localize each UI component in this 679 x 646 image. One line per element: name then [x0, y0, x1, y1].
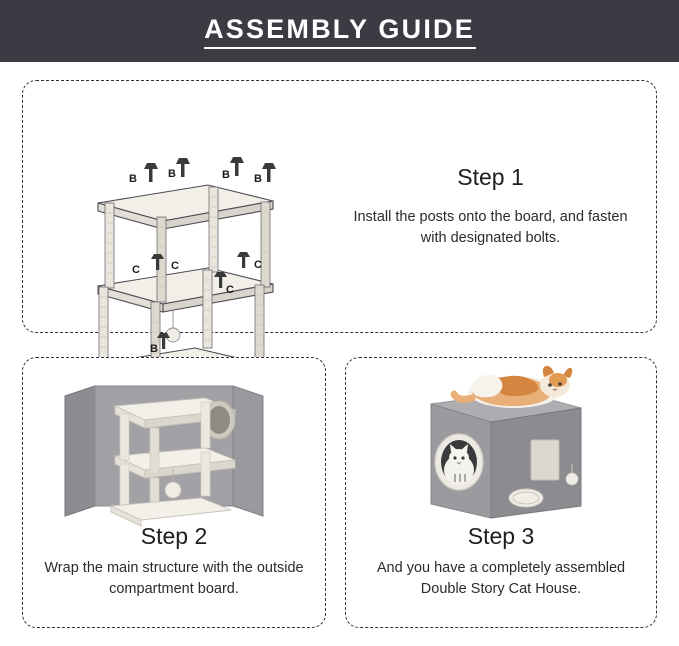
- figure-label-b-5: B: [150, 343, 158, 355]
- page-title: ASSEMBLY GUIDE: [204, 13, 475, 44]
- step-1-figure: [23, 81, 343, 355]
- title-underline: [204, 47, 476, 49]
- step-2-description: Wrap the main structure with the outside compartment board.: [44, 560, 304, 598]
- bolt-top-1: [144, 163, 158, 182]
- inner-cat-tree: [111, 398, 235, 526]
- step-3-figure: [346, 358, 656, 523]
- top-board: [98, 185, 273, 229]
- step-2-panel: [22, 357, 326, 628]
- figure-label-c-1: C: [132, 264, 140, 276]
- step-1-text-block: [343, 164, 656, 249]
- figure-label-b-1: B: [129, 173, 137, 185]
- step-1-panel: [22, 80, 657, 355]
- bolt-top-3: [230, 157, 244, 176]
- wrapped-structure-diagram: [23, 358, 325, 528]
- bolt-mid-2: [237, 252, 250, 268]
- cat-tree-frame-diagram: [23, 81, 343, 355]
- step-3-panel: [345, 357, 657, 628]
- step-2-title: Step 2: [140, 523, 208, 549]
- step-2-text-block: [23, 523, 325, 600]
- step-3-title: Step 3: [467, 523, 535, 549]
- figure-label-b-2: B: [168, 168, 176, 180]
- figure-label-c-2: C: [171, 260, 179, 272]
- bolt-top-2: [176, 158, 190, 177]
- figure-label-b-4: B: [254, 173, 262, 185]
- step-3-description: And you have a completely assembled Double Story Cat House.: [376, 560, 626, 598]
- step-3-text-block: [346, 523, 656, 600]
- figure-label-c-3: C: [254, 259, 262, 271]
- figure-label-b-3: B: [222, 169, 230, 181]
- bolt-top-4: [262, 163, 276, 182]
- middle-board: [98, 268, 273, 312]
- step-2-figure: [23, 358, 325, 523]
- assembled-cat-house-photo: [346, 358, 656, 528]
- header-bar: [0, 0, 679, 62]
- figure-label-c-4: C: [226, 284, 234, 296]
- step-1-title: Step 1: [457, 163, 524, 190]
- step-1-description: Install the posts onto the board, and fasten with designated bolts.: [353, 208, 628, 246]
